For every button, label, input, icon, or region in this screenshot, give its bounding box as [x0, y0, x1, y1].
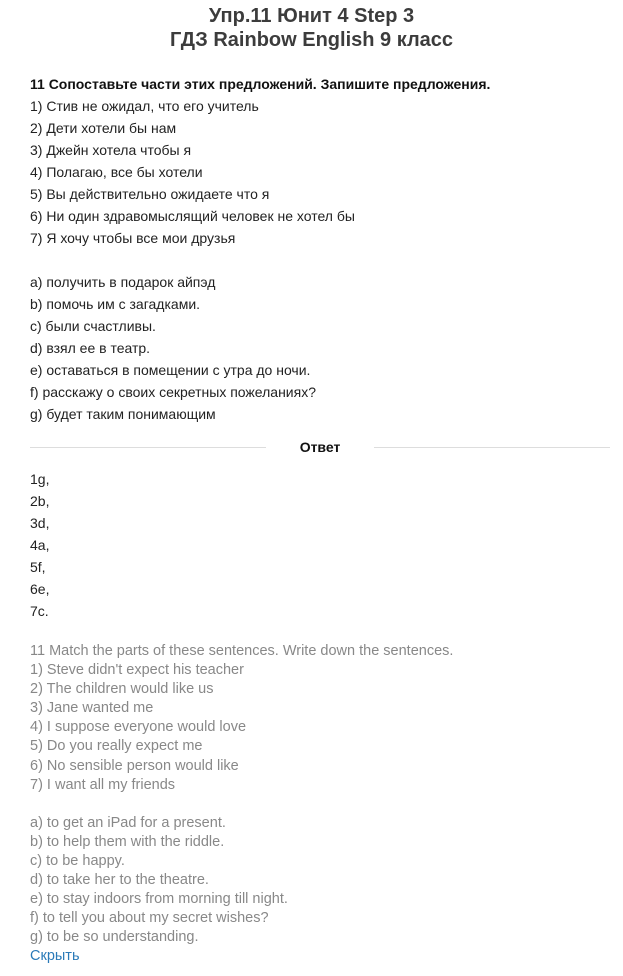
answer-item: 3d, [30, 515, 50, 531]
english-beginning-7: 7) I want all my friends [30, 776, 176, 793]
english-beginning-5: 5) Do you really expect me [30, 738, 203, 755]
task-block [30, 73, 610, 425]
english-translation [30, 642, 610, 966]
task-beginning-2: 2) Дети хотели бы нам [30, 120, 177, 136]
english-ending-d: d) to take her to the theatre. [30, 872, 209, 889]
answer-item: 5f, [30, 559, 46, 575]
task-ending-d: d) взял ее в театр. [30, 340, 151, 356]
task-ending-e: e) оставаться в помещении с утра до ночи. [30, 362, 311, 378]
hide-link[interactable]: Скрыть [30, 948, 80, 965]
task-ending-a: a) получить в подарок айпэд [30, 274, 216, 290]
english-ending-c: c) to be happy. [30, 852, 125, 869]
task-ending-b: b) помочь им с загадками. [30, 296, 201, 312]
english-beginning-4: 4) I suppose everyone would love [30, 719, 247, 736]
spacer [30, 249, 610, 271]
task-beginning-3: 3) Джейн хотела чтобы я [30, 142, 192, 158]
english-ending-b: b) to help them with the riddle. [30, 833, 225, 850]
english-ending-e: e) to stay indoors from morning till night. [30, 891, 288, 908]
answer-label: Ответ [299, 439, 341, 455]
english-heading: 11 Match the parts of these sentences. Write down the sentences. [30, 643, 454, 659]
divider-rule-right [374, 447, 610, 448]
task-beginning-1: 1) Стив не ожидал, что его учитель [30, 98, 259, 114]
divider-rule-left [30, 447, 266, 448]
task-beginning-5: 5) Вы действительно ожидаете что я [30, 186, 270, 202]
english-ending-f: f) to tell you about my secret wishes? [30, 910, 269, 927]
answer-item: 2b, [30, 493, 50, 509]
english-beginning-2: 2) The children would like us [30, 681, 214, 698]
page-title [0, 4, 623, 52]
answer-item: 1g, [30, 471, 50, 487]
task-ending-g: g) будет таким понимающим [30, 406, 216, 422]
task-beginning-4: 4) Полагаю, все бы хотели [30, 164, 203, 180]
english-ending-g: g) to be so understanding. [30, 929, 199, 946]
answer-item: 7c. [30, 603, 49, 619]
english-ending-a: a) to get an iPad for a present. [30, 814, 226, 831]
task-beginning-7: 7) Я хочу чтобы все мои друзья [30, 230, 236, 246]
english-beginning-3: 3) Jane wanted me [30, 700, 154, 717]
task-ending-c: c) были счастливы. [30, 318, 156, 334]
answers-list [30, 468, 49, 622]
answer-divider [30, 436, 610, 458]
task-heading: 11 Сопоставьте части этих предложений. Запишите предложения. [30, 76, 491, 92]
task-beginning-6: 6) Ни один здравомыслящий человек не хотел бы [30, 208, 355, 224]
english-beginning-6: 6) No sensible person would like [30, 757, 239, 774]
page-title-line-2: ГДЗ Rainbow English 9 класс [169, 29, 454, 51]
answer-item: 6e, [30, 581, 50, 597]
spacer [30, 795, 610, 814]
task-ending-f: f) расскажу о своих секретных пожеланиях? [30, 384, 316, 400]
answer-item: 4a, [30, 537, 50, 553]
page-title-line-1: Упр.11 Юнит 4 Step 3 [208, 5, 415, 27]
english-beginning-1: 1) Steve didn't expect his teacher [30, 662, 244, 679]
